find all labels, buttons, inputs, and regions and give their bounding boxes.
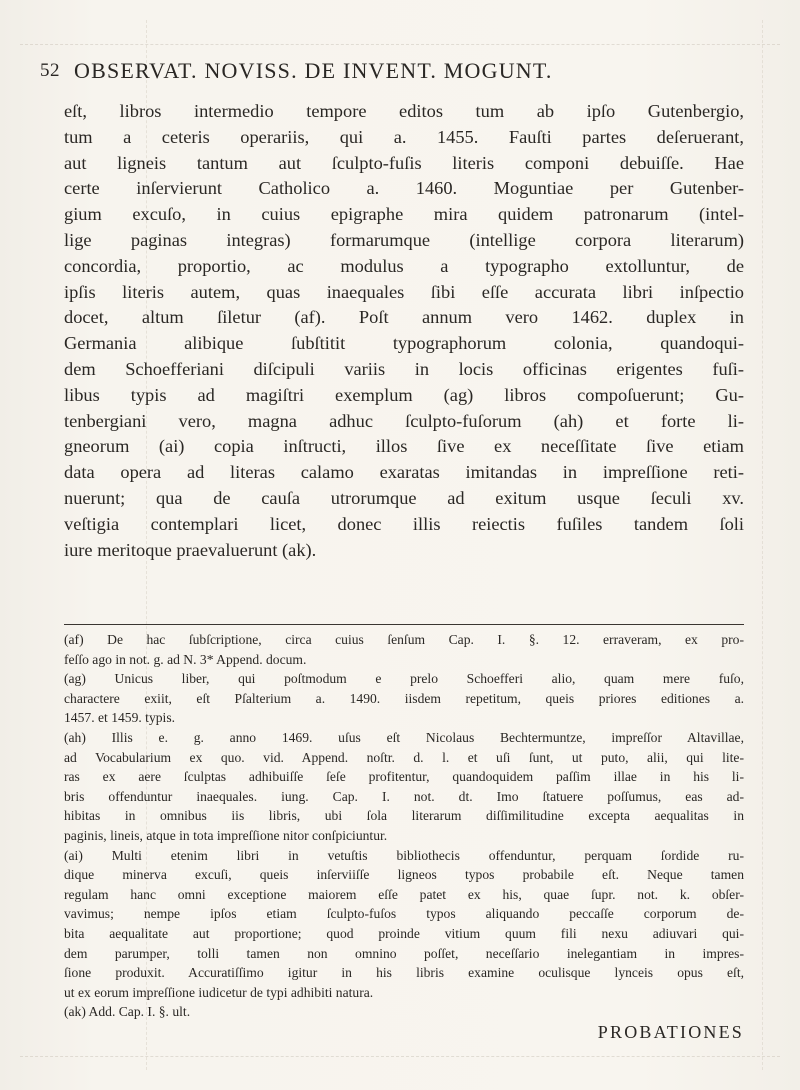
text-line: iure meritoque praevaluerunt (ak). [64, 539, 317, 560]
text-line: lige paginas integras) formarumque (intellige corpora literarum) [64, 229, 744, 250]
text-line: aut ligneis tantum aut ſculpto-fuſis literis componi debuiſſe. Hae [64, 152, 744, 173]
text-line: libus typis ad magiſtri exemplum (ag) libros compoſuerunt; Gu- [64, 384, 744, 405]
footnote-line: dique minerva excuſi, queis inſerviiſſe ligneos typos probabile eſt. Neque tamen [64, 867, 744, 883]
text-line: gium excuſo, in cuius epigraphe mira quidem patronarum (intel- [64, 204, 744, 225]
text-line: veſtigia contemplari licet, donec illis reiectis fuſiles tandem ſoli [64, 513, 744, 534]
text-line: docet, altum ſiletur (af). Poſt annum vero 1462. duplex in [64, 307, 744, 328]
footnote-line: bris offenduntur inaequales. iung. Cap. I. not. dt. Imo ſtatuere poſſumus, eas ad- [64, 788, 744, 804]
footnote-line: (ag) Unicus liber, qui poſtmodum e prelo Schoefferi alio, quam mere fuſo, [64, 671, 744, 687]
page-number: 52 [40, 60, 60, 81]
footnote-line: ſione produxit. Accuratiſſimo igitur in his libris examine oculisque lynceis opus eſt, [64, 965, 744, 981]
footnote-separator-rule [64, 624, 744, 625]
bleed-through-rule-bottom [20, 1056, 780, 1057]
footnote-line: charactere exiit, eſt Pſalterium a. 1490. iisdem repetitum, queis priores editiones a. [64, 690, 744, 706]
text-line: ipſis literis autem, quas inaequales ſibi eſſe accurata libri inſpectio [64, 281, 744, 302]
text-line: gneorum (ai) copia inſtructi, illos ſive ex neceſſitate ſive etiam [64, 436, 744, 457]
text-line: nuerunt; qua de cauſa utrorumque ad exitum usque ſeculi xv. [64, 487, 744, 508]
text-line: concordia, proportio, ac modulus a typographo extolluntur, de [64, 255, 744, 276]
text-line: eſt, libros intermedio tempore editos tum ab ipſo Gutenbergio, [64, 101, 744, 121]
footnote-line: vavimus; nempe ipſos etiam ſculpto-fuſos typos aliquando peccaſſe corporum de- [64, 906, 744, 922]
text-line: certe inſervierunt Catholico a. 1460. Moguntiae per Gutenber- [64, 178, 744, 199]
footnote-line: feſſo ago in not. g. ad N. 3* Append. docum. [64, 651, 307, 667]
text-line: Germania alibique ſubſtitit typographorum colonia, quandoqui- [64, 333, 744, 354]
footnote-line: 1457. et 1459. typis. [64, 710, 176, 726]
footnote-line: (af) De hac ſubſcriptione, circa cuius ſenſum Cap. I. §. 12. erraveram, ex pro- [64, 632, 744, 647]
footnote-line: bita aequalitate aut proportione; quod proinde vitium quum fili nexu adiuvari qui- [64, 925, 744, 941]
page-header [40, 58, 740, 92]
catchword: PROBATIONES [597, 1022, 744, 1042]
text-line: dem Schoefferiani diſcipuli variis in locis officinas erigentes fuſi- [64, 358, 744, 379]
footnote-line: hibitas in omnibus iis libris, ubi ſola literarum diſſimilitudine excepta aequalitas in [64, 808, 744, 824]
footnotes-block [64, 630, 744, 1022]
footnote-line: paginis, lineis, atque in tota impreſſione nitor conſpiciuntur. [64, 827, 388, 843]
text-line: tenbergiani vero, magna adhuc ſculpto-fuſorum (ah) et forte li- [64, 410, 744, 431]
footnote-line: (ah) Illis e. g. anno 1469. uſus eſt Nicolaus Bechtermuntze, impreſſor Altavillae, [64, 729, 744, 745]
footnote-line: ut ex eorum impreſſione iudicetur de typi adhibiti natura. [64, 984, 374, 1000]
footnote-line: ras ex aere ſculptas adhibuiſſe ſeſe profitentur, quandoquidem paſſim illae in his li- [64, 769, 744, 785]
bleed-through-rule-top [20, 44, 780, 45]
footnote-line: (ak) Add. Cap. I. §. ult. [64, 1004, 191, 1020]
bleed-through-vrule-right [762, 20, 763, 1070]
footnote-line: (ai) Multi etenim libri in vetuſtis bibliothecis offenduntur, perquam ſordide ru- [64, 847, 744, 863]
footnote-line: ad Vocabularium ex quo. vid. Append. noſtr. d. l. et uſi ſunt, ut puto, alii, qui lite- [64, 749, 744, 765]
text-line: data opera ad literas calamo exaratas imitandas in impreſſione reti- [64, 462, 744, 483]
running-head: OBSERVAT. NOVISS. DE INVENT. MOGUNT. [74, 58, 553, 83]
footnote-line: regulam hanc omni exceptione maiorem eſſe patet ex his, quae ſupr. not. k. obſer- [64, 886, 744, 902]
text-line: tum a ceteris operariis, qui a. 1455. Fauſti partes deſeruerant, [64, 126, 744, 147]
footnote-line: dem parumper, tolli tamen non omnino poſſet, neceſſario inelegantiam in impres- [64, 945, 744, 961]
main-text-block [64, 99, 744, 563]
